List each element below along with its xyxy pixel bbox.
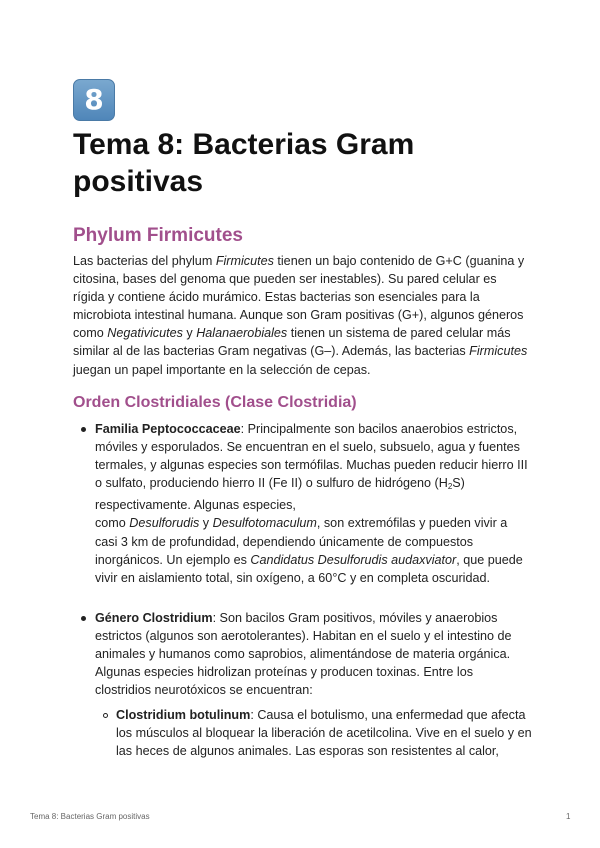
- list-item-peptococcaceae: Familia Peptococcaceae: Principalmente son bacilos anaerobios estrictos, móviles y esporulados. Se encuentran en el suelo, subsuelo, agua y fuentes termales, y algunas especies son termófilas. Muchas pueden reducir hierro III o sulfato, produciendo hierro II (Fe II) o sulfuro de hidrógeno $(H_2S)$ respectivamente. Algunas especies, como Desulforudis y Desulfotomaculum, son extremófilas y pueden vivir a casi 3 km de profundidad, dependiendo únicamente de compuestos inorgánicos. Un ejemplo es Candidatus Desulforudis audaxviator, que puede vivir en aislamiento total, sin oxígeno, a 60°C y en completa oscuridad.: [95, 422, 528, 585]
- section-heading: Phylum Firmicutes: [73, 225, 243, 246]
- bullet-dot: [81, 427, 86, 432]
- list-item-clostridium: Género Clostridium: Son bacilos Gram positivos, móviles y anaerobios estrictos (algunos son aerotolerantes). Habitan en el suelo y el intestino de animales y humanos como saprobios, alimentándose de materia orgánica. Algunas especies hidrolizan proteínas y producen toxinas. Entre los clostridios neurotóxicos se encuentran:: [95, 611, 512, 698]
- page-number: 1: [566, 812, 571, 821]
- sub-list-item-botulinum: Clostridium botulinum: Causa el botulismo, una enfermedad que afecta los músculos al bloquear la liberación de acetilcolina. Vive en el suelo y en las heces de algunos animales. Las esporas son resistentes al calor,: [116, 708, 532, 759]
- bullet-dot: [81, 616, 86, 621]
- number-8-icon: [73, 79, 115, 121]
- icon-label: 8: [84, 83, 104, 116]
- page-title: Tema 8: Bacterias Gram positivas: [73, 128, 415, 198]
- footer-title: Tema 8: Bacterias Gram positivas: [30, 812, 150, 821]
- subsection-heading: Orden Clostridiales (Clase Clostridia): [73, 394, 357, 411]
- intro-paragraph: Las bacterias del phylum Firmicutes tienen un bajo contenido de G+C (guanina y citosina, bases del genoma que pueden ser inestables). Su pared celular es rígida y contiene ácido murámico. Estas bacterias son esenciales para la microbiota intestinal humana. Aunque son Gram positivas (G+), algunos géneros como Negativicutes y Halanaerobiales tienen un sistema de pared celular más similar al de las bacterias Gram negativas (G–). Además, las bacterias Firmicutes juegan un papel importante en la selección de cepas.: [73, 254, 528, 377]
- sub-bullet-circle: [103, 713, 108, 718]
